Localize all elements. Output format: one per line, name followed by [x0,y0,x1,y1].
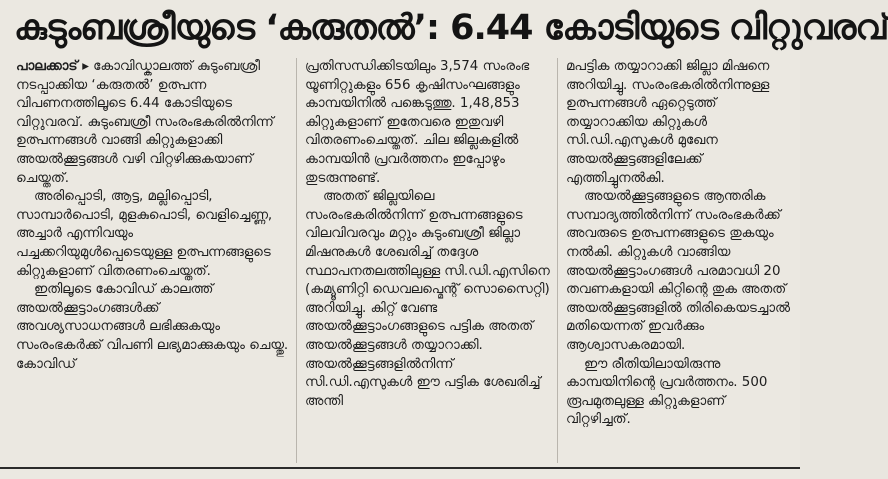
column-3 [557,58,800,463]
bottom-rule [0,467,800,469]
paragraph-text: കോവിഡ്കാലത്ത് കുടുംബശ്രീ നടപ്പാക്കിയ ‘കരുതൽ’ ഉത്പന്ന വിപണനത്തിലൂടെ 6.44 കോടിയുടെ വിറ്റുവരവ്. കുടുംബശ്രീ സംരംഭകരിൽനിന്ന് ഉത്പന്നങ്ങൾ വാങ്ങി കിറ്റുകളാക്കി അയൽക്കൂട്ടങ്ങൾ വഴി വിറ്റഴിക്കുകയാണ് ചെയ്തത്. [16,59,274,186]
article-body [8,58,800,463]
paragraph: പ്രതിസന്ധിക്കിടയിലും 3,574 സംരംഭ യൂണിറ്റുകളും 656 കൃഷിസംഘങ്ങളും കാമ്പയിനിൽ പങ്കെടുത്തു. 1,48,853 കിറ്റുകളാണ് ഇതേവരെ ഇതുവഴി വിതരണംചെയ്തത്. ചില ജില്ലകളിൽ കാമ്പയിൻ പ്രവർത്തനം ഇപ്പോഴും തുടരുന്നുണ്ട്. [305,59,530,186]
headline: കുടുംബശ്രീയുടെ ‘കരുതൽ’: 6.44 കോടിയുടെ വിറ്റുവരവ് [14,8,888,48]
column-1 [8,58,296,463]
paragraph: അയൽക്കൂട്ടങ്ങളുടെ ആന്തരിക സമ്പാദ്യത്തിൽനിന്ന് സംരംഭകർക്ക് അവരുടെ ഉത്പന്നങ്ങളുടെ തുകയും നൽകി. കിറ്റുകൾ വാങ്ങിയ അയൽക്കൂട്ടാംഗങ്ങൾ പരമാവധി 20 തവണകളായി കിറ്റിന്റെ തുക അതത് അയൽക്കൂട്ടങ്ങളിൽ തിരികെയടച്ചാൽ മതിയെന്നത് ഇവർക്കും ആശ്വാസകരമായി. [566,189,790,353]
paragraph: അതത് ജില്ലയിലെ സംരംഭകരിൽനിന്ന് ഉത്പന്നങ്ങളുടെ വിലവിവരവും മറ്റും കുടുംബശ്രീ ജില്ലാ മിഷനുകൾ ശേഖരിച്ച് തദ്ദേശ സ്ഥാപനതലത്തിലുള്ള സി.ഡി.എസിനെ (കമ്യൂണിറ്റി ഡെവലപ്മെന്റ് സൊസൈറ്റി) അറിയിച്ചു. കിറ്റ് വേണ്ട അയൽക്കൂട്ടാംഗങ്ങളുടെ പട്ടിക അതത് അയൽക്കൂട്ടങ്ങൾ തയ്യാറാക്കി. അയൽക്കൂട്ടങ്ങളിൽനിന്ന് സി.ഡി.എസുകൾ ഈ പട്ടിക ശേഖരിച്ച് അന്തി [305,189,550,409]
column-2 [296,58,557,463]
paragraph [16,58,289,188]
paragraph: ഇതിലൂടെ കോവിഡ് കാലത്ത് അയൽക്കൂട്ടാംഗങ്ങൾക്ക് അവശ്യസാധനങ്ങൾ ലഭിക്കുകയും സംരംഭകർക്ക് വിപണി ലഭ്യമാക്കുകയും ചെയ്തു. കോവിഡ് [16,282,289,372]
dateline: പാലക്കാട് ▸ [16,59,89,74]
paragraph: അരിപ്പൊടി, ആട്ട, മല്ലിപ്പൊടി, സാമ്പാർപൊടി, മുളകുപൊടി, വെളിച്ചെണ്ണ, അച്ചാർ എന്നിവയും പച്ചക്കറിയുമുൾപ്പെടെയുള്ള ഉത്പന്നങ്ങളുടെ കിറ്റുകളാണ് വിതരണംചെയ്തത്. [16,189,273,279]
paragraph: മപട്ടിക തയ്യാറാക്കി ജില്ലാ മിഷനെ അറിയിച്ചു. സംരംഭകരിൽനിന്നുള്ള ഉത്പന്നങ്ങൾ ഏറ്റെടുത്ത് തയ്യാറാക്കിയ കിറ്റുകൾ സി.ഡി.എസുകൾ മുഖേന അയൽക്കൂട്ടങ്ങളിലേക്ക് എത്തിച്ചുനൽകി. [566,59,770,186]
paragraph: ഈ രീതിയിലായിരുന്നു കാമ്പയിനിന്റെ പ്രവർത്തനം. 500 രൂപമുതലുള്ള കിറ്റുകളാണ് വിറ്റഴിച്ചത്. [566,356,768,428]
